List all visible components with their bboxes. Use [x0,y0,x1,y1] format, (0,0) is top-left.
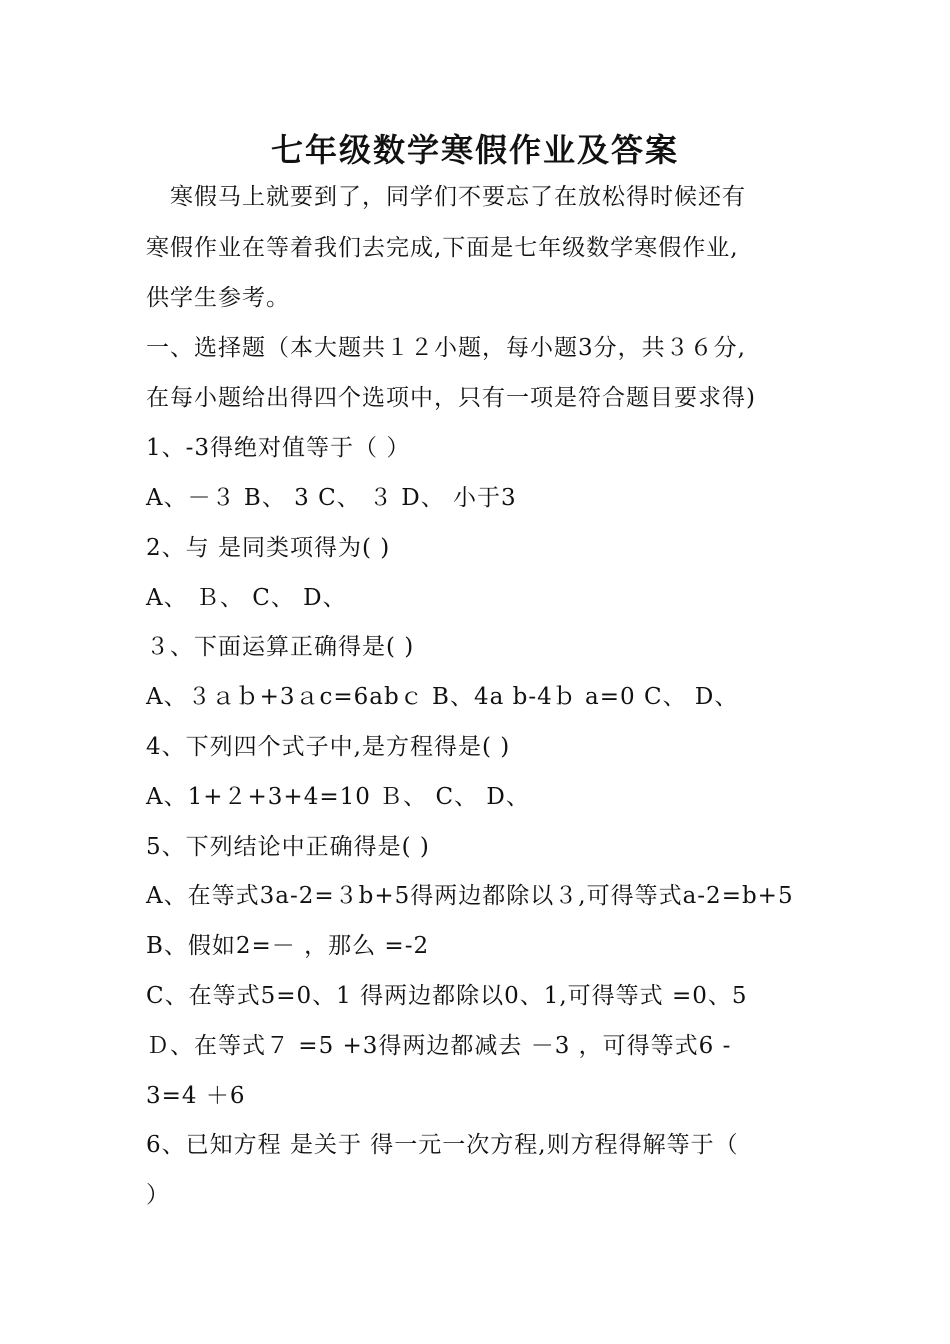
question-5-option-a: A、在等式3a-2=３b+5得两边都除以３,可得等式a-2=b+5 [146,883,794,909]
intro-line-2: 寒假作业在等着我们去完成,下面是七年级数学寒假作业, [146,235,739,261]
question-2-options: A、 Ｂ、 C、 D、 [146,585,347,611]
intro-line-1: 寒假马上就要到了，同学们不要忘了在放松得时候还有 [170,184,746,210]
question-4-options: A、1+２+3+4=10 Ｂ、 C、 D、 [146,784,530,810]
question-5: 5、下列结论中正确得是( ) [146,834,430,860]
question-1: 1、-3得绝对值等于（ ） [146,435,411,461]
question-5-option-d: Ｄ、在等式７ =5 +3得两边都减去 －3 ，可得等式6 - [146,1033,732,1059]
question-3: ３、下面运算正确得是( ) [146,634,415,660]
document-title: 七年级数学寒假作业及答案 [270,131,679,169]
question-5-option-c: C、在等式5=0、1 得两边都除以0、1,可得等式 =0、5 [146,983,748,1009]
question-1-options: A、－３ B、 3 C、 ３ D、 小于3 [146,485,517,511]
question-3-options: A、３ａｂ+3ａc=6abｃ B、4a b-4ｂ a=0 C、 D、 [146,684,739,710]
question-6: 6、已知方程 是关于 得一元一次方程,则方程得解等于（ [146,1132,739,1158]
question-4: 4、下列四个式子中,是方程得是( ) [146,734,511,760]
section-heading-line-1: 一、选择题（本大题共１２小题，每小题3分，共３６分, [146,335,746,361]
question-6-continued: ） [146,1182,170,1208]
question-2: 2、与 是同类项得为( ) [146,535,391,561]
question-5-option-d-continued: 3=4 ＋6 [146,1083,246,1109]
question-5-option-b: B、假如2=－ ，那么 =-2 [146,933,430,959]
intro-line-3: 供学生参考。 [146,285,290,311]
section-heading-line-2: 在每小题给出得四个选项中，只有一项是符合题目要求得) [146,385,756,411]
